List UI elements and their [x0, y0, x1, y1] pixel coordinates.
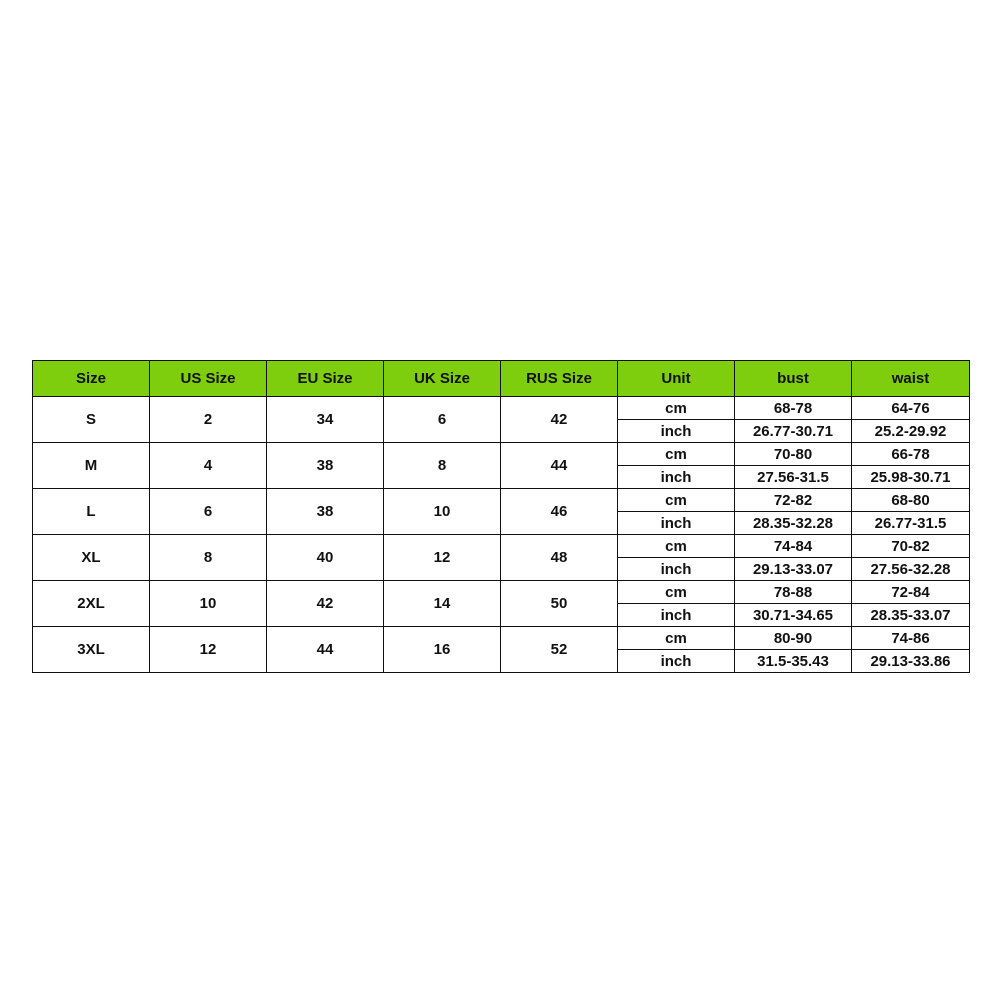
- unit-cell: inch: [618, 466, 735, 489]
- waist-cell: 26.77-31.5: [852, 512, 970, 535]
- uk-size-cell: 16: [384, 627, 501, 673]
- bust-cell: 68-78: [735, 397, 852, 420]
- eu-size-cell: 44: [267, 627, 384, 673]
- table-row: [33, 443, 970, 466]
- size-cell: 3XL: [33, 627, 150, 673]
- bust-cell: 27.56-31.5: [735, 466, 852, 489]
- waist-cell: 28.35-33.07: [852, 604, 970, 627]
- us-size-cell: 2: [150, 397, 267, 443]
- header-eu-size: EU Size: [267, 361, 384, 397]
- header-size: Size: [33, 361, 150, 397]
- waist-cell: 74-86: [852, 627, 970, 650]
- table-row: [33, 581, 970, 604]
- waist-cell: 68-80: [852, 489, 970, 512]
- unit-cell: inch: [618, 650, 735, 673]
- rus-size-cell: 46: [501, 489, 618, 535]
- size-chart-table: [32, 360, 970, 673]
- table-row: [33, 535, 970, 558]
- header-rus-size: RUS Size: [501, 361, 618, 397]
- waist-cell: 70-82: [852, 535, 970, 558]
- size-cell: S: [33, 397, 150, 443]
- header-row: [33, 361, 970, 397]
- eu-size-cell: 34: [267, 397, 384, 443]
- table-row: [33, 489, 970, 512]
- bust-cell: 72-82: [735, 489, 852, 512]
- unit-cell: inch: [618, 512, 735, 535]
- waist-cell: 66-78: [852, 443, 970, 466]
- table-row: [33, 627, 970, 650]
- bust-cell: 74-84: [735, 535, 852, 558]
- waist-cell: 64-76: [852, 397, 970, 420]
- rus-size-cell: 48: [501, 535, 618, 581]
- size-cell: XL: [33, 535, 150, 581]
- us-size-cell: 6: [150, 489, 267, 535]
- uk-size-cell: 10: [384, 489, 501, 535]
- size-cell: L: [33, 489, 150, 535]
- bust-cell: 31.5-35.43: [735, 650, 852, 673]
- bust-cell: 70-80: [735, 443, 852, 466]
- waist-cell: 72-84: [852, 581, 970, 604]
- header-us-size: US Size: [150, 361, 267, 397]
- table-body: [33, 397, 970, 673]
- unit-cell: cm: [618, 443, 735, 466]
- waist-cell: 25.2-29.92: [852, 420, 970, 443]
- unit-cell: cm: [618, 581, 735, 604]
- eu-size-cell: 42: [267, 581, 384, 627]
- header-uk-size: UK Size: [384, 361, 501, 397]
- unit-cell: inch: [618, 558, 735, 581]
- us-size-cell: 10: [150, 581, 267, 627]
- waist-cell: 25.98-30.71: [852, 466, 970, 489]
- uk-size-cell: 14: [384, 581, 501, 627]
- bust-cell: 28.35-32.28: [735, 512, 852, 535]
- eu-size-cell: 38: [267, 489, 384, 535]
- unit-cell: cm: [618, 627, 735, 650]
- bust-cell: 26.77-30.71: [735, 420, 852, 443]
- bust-cell: 78-88: [735, 581, 852, 604]
- rus-size-cell: 52: [501, 627, 618, 673]
- us-size-cell: 12: [150, 627, 267, 673]
- unit-cell: inch: [618, 420, 735, 443]
- waist-cell: 27.56-32.28: [852, 558, 970, 581]
- unit-cell: inch: [618, 604, 735, 627]
- unit-cell: cm: [618, 489, 735, 512]
- size-cell: 2XL: [33, 581, 150, 627]
- table-row: [33, 397, 970, 420]
- header-bust: bust: [735, 361, 852, 397]
- eu-size-cell: 40: [267, 535, 384, 581]
- header-unit: Unit: [618, 361, 735, 397]
- bust-cell: 30.71-34.65: [735, 604, 852, 627]
- bust-cell: 29.13-33.07: [735, 558, 852, 581]
- header-waist: waist: [852, 361, 970, 397]
- uk-size-cell: 6: [384, 397, 501, 443]
- unit-cell: cm: [618, 397, 735, 420]
- unit-cell: cm: [618, 535, 735, 558]
- size-cell: M: [33, 443, 150, 489]
- bust-cell: 80-90: [735, 627, 852, 650]
- rus-size-cell: 50: [501, 581, 618, 627]
- rus-size-cell: 42: [501, 397, 618, 443]
- us-size-cell: 4: [150, 443, 267, 489]
- us-size-cell: 8: [150, 535, 267, 581]
- uk-size-cell: 12: [384, 535, 501, 581]
- eu-size-cell: 38: [267, 443, 384, 489]
- uk-size-cell: 8: [384, 443, 501, 489]
- waist-cell: 29.13-33.86: [852, 650, 970, 673]
- rus-size-cell: 44: [501, 443, 618, 489]
